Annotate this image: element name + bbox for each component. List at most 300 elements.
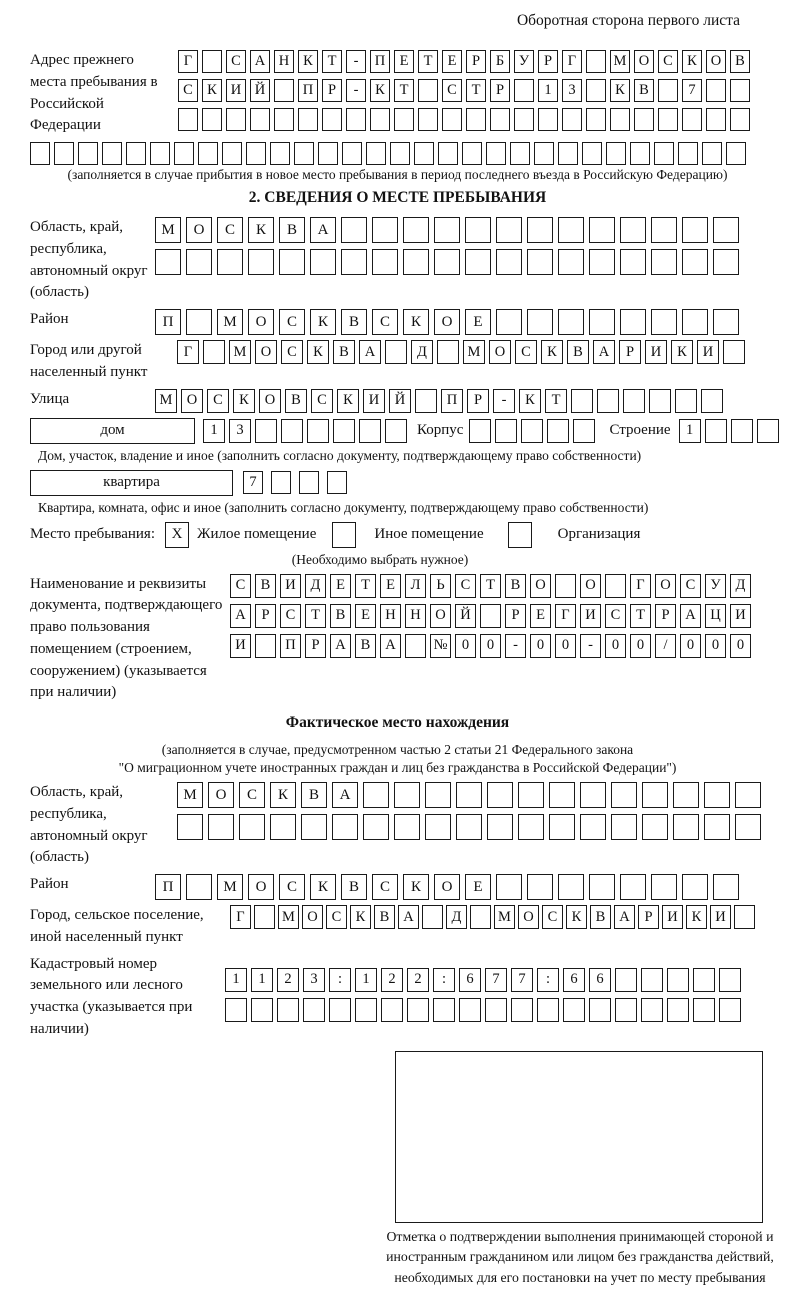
char-box: К: [610, 79, 630, 102]
char-box: [726, 142, 746, 165]
char-box: :: [433, 968, 455, 992]
char-box: 6: [563, 968, 585, 992]
char-box: [651, 249, 677, 275]
char-box: [54, 142, 74, 165]
dom-cells: [203, 419, 407, 443]
char-box: [322, 108, 342, 131]
char-box: О: [302, 905, 323, 929]
char-box: А: [330, 634, 351, 658]
char-box: В: [374, 905, 395, 929]
gorod-label: Город или другой населенный пункт: [30, 342, 148, 380]
char-box: [555, 574, 576, 598]
char-box: Е: [465, 874, 491, 900]
char-box: -: [505, 634, 526, 658]
char-box: С: [326, 905, 347, 929]
char-box: [255, 419, 277, 443]
char-box: К: [337, 389, 359, 413]
char-box: [434, 217, 460, 243]
page-header: Оборотная сторона первого листа: [516, 12, 740, 29]
fact-note-1: (заполняется в случае, предусмотренном частью 2 статьи 21 Федерального закона: [161, 742, 634, 757]
char-box: [620, 249, 646, 275]
char-box: [641, 998, 663, 1022]
char-box: [30, 142, 50, 165]
oblast-row-2: [155, 249, 739, 275]
char-box: С: [442, 79, 462, 102]
prev-address-field: [30, 50, 765, 137]
char-box: [734, 905, 755, 929]
kvartira-cells: [243, 471, 347, 494]
char-box: [333, 419, 355, 443]
char-box: Й: [250, 79, 270, 102]
char-box: [203, 340, 225, 364]
char-box: [126, 142, 146, 165]
doc-field: [30, 574, 765, 705]
char-box: С: [605, 604, 626, 628]
char-box: [425, 782, 451, 808]
char-box: [693, 998, 715, 1022]
char-box: [675, 389, 697, 413]
char-box: М: [278, 905, 299, 929]
char-box: [466, 108, 486, 131]
char-box: [563, 998, 585, 1022]
char-box: К: [310, 874, 336, 900]
char-box: [225, 998, 247, 1022]
char-box: С: [239, 782, 265, 808]
kadastr-label: Кадастровый номер земельного или лесного участка (указывается при наличии): [30, 955, 193, 1037]
char-box: И: [662, 905, 683, 929]
char-box: С: [279, 309, 305, 335]
char-box: [582, 142, 602, 165]
char-box: 1: [679, 419, 701, 443]
char-box: [414, 142, 434, 165]
char-box: Г: [562, 50, 582, 73]
char-box: С: [515, 340, 537, 364]
doc-label: Наименование и реквизиты документа, подтверждающего право пользования помещением (строением, сооружением) (указывается при наличии): [30, 575, 223, 701]
char-box: О: [530, 574, 551, 598]
char-box: [155, 249, 181, 275]
char-box: -: [493, 389, 515, 413]
fact-gorod-label: Город, сельское поселение, иной населенный пункт: [30, 907, 204, 945]
char-box: Й: [455, 604, 476, 628]
char-box: [682, 217, 708, 243]
raion-label: Район: [30, 311, 69, 327]
char-box: [704, 814, 730, 840]
char-box: [281, 419, 303, 443]
char-box: Д: [305, 574, 326, 598]
char-box: В: [301, 782, 327, 808]
char-box: [177, 814, 203, 840]
char-box: М: [610, 50, 630, 73]
char-box: [610, 108, 630, 131]
char-box: П: [155, 309, 181, 335]
char-box: [294, 142, 314, 165]
stamp-area: [395, 1051, 763, 1223]
char-box: Н: [380, 604, 401, 628]
char-box: 1: [538, 79, 558, 102]
char-box: [630, 142, 650, 165]
char-box: [527, 874, 553, 900]
char-box: П: [441, 389, 463, 413]
char-box: [250, 108, 270, 131]
char-box: К: [566, 905, 587, 929]
char-box: [706, 79, 726, 102]
char-box: И: [645, 340, 667, 364]
char-box: [580, 814, 606, 840]
char-box: [682, 249, 708, 275]
fact-raion-field: [30, 874, 765, 900]
char-box: У: [705, 574, 726, 598]
char-box: М: [155, 217, 181, 243]
char-box: [713, 249, 739, 275]
char-box: [271, 471, 291, 494]
char-box: А: [680, 604, 701, 628]
prev-address-row-2: [178, 79, 750, 102]
char-box: 6: [459, 968, 481, 992]
char-box: Д: [446, 905, 467, 929]
char-box: [537, 998, 559, 1022]
char-box: С: [217, 217, 243, 243]
char-box: [642, 782, 668, 808]
char-box: [310, 249, 336, 275]
fact-raion-row: [155, 874, 739, 900]
char-box: К: [403, 309, 429, 335]
char-box: -: [580, 634, 601, 658]
char-box: К: [307, 340, 329, 364]
char-box: [381, 998, 403, 1022]
char-box: [465, 217, 491, 243]
char-box: [651, 309, 677, 335]
char-box: [495, 419, 517, 443]
char-box: К: [202, 79, 222, 102]
raion-row: [155, 309, 739, 335]
kadastr-field: [30, 954, 765, 1041]
char-box: С: [281, 340, 303, 364]
char-box: Т: [322, 50, 342, 73]
char-box: [465, 249, 491, 275]
ulitsa-label: Улица: [30, 390, 70, 407]
char-box: [586, 108, 606, 131]
mesto-checkbox-inoe: [332, 522, 356, 548]
char-box: Е: [530, 604, 551, 628]
char-box: [456, 782, 482, 808]
char-box: [496, 309, 522, 335]
char-box: :: [329, 968, 351, 992]
mesto-label: Место пребывания:: [30, 526, 155, 542]
char-box: [438, 142, 458, 165]
kadastr-row-2: [225, 998, 741, 1022]
char-box: [496, 874, 522, 900]
char-box: [713, 309, 739, 335]
char-box: [606, 142, 626, 165]
char-box: [403, 217, 429, 243]
char-box: У: [514, 50, 534, 73]
char-box: [363, 814, 389, 840]
char-box: [558, 249, 584, 275]
char-box: О: [634, 50, 654, 73]
char-box: [549, 782, 575, 808]
char-box: [651, 217, 677, 243]
char-box: [719, 998, 741, 1022]
korpus-label: Корпус: [417, 422, 464, 438]
char-box: [251, 998, 273, 1022]
char-box: Т: [355, 574, 376, 598]
char-box: 7: [511, 968, 533, 992]
char-box: [605, 574, 626, 598]
kadastr-rows: [225, 968, 741, 1022]
char-box: [370, 108, 390, 131]
char-box: К: [350, 905, 371, 929]
char-box: [456, 814, 482, 840]
char-box: [470, 905, 491, 929]
char-box: [198, 142, 218, 165]
char-box: Р: [467, 389, 489, 413]
prev-address-label: Адрес прежнего места пребывания в Российской Федерации: [30, 52, 158, 134]
mesto-option-org-label: Организация: [557, 526, 641, 542]
char-box: [705, 419, 727, 443]
char-box: О: [580, 574, 601, 598]
doc-rows: [230, 574, 751, 658]
char-box: Р: [505, 604, 526, 628]
fact-oblast-rows: [177, 782, 761, 840]
char-box: [487, 782, 513, 808]
char-box: [706, 108, 726, 131]
char-box: О: [248, 309, 274, 335]
char-box: [274, 79, 294, 102]
char-box: [186, 874, 212, 900]
char-box: 2: [381, 968, 403, 992]
char-box: О: [259, 389, 281, 413]
char-box: [490, 108, 510, 131]
char-box: [514, 79, 534, 102]
char-box: С: [542, 905, 563, 929]
mesto-checkbox-org: [508, 522, 532, 548]
char-box: [518, 814, 544, 840]
char-box: И: [580, 604, 601, 628]
char-box: [651, 874, 677, 900]
char-box: М: [494, 905, 515, 929]
char-box: [620, 874, 646, 900]
char-box: [415, 389, 437, 413]
char-box: [534, 142, 554, 165]
char-box: Л: [405, 574, 426, 598]
char-box: [615, 998, 637, 1022]
char-box: [342, 142, 362, 165]
oblast-row-1: [155, 217, 739, 243]
char-box: [682, 108, 702, 131]
char-box: С: [279, 874, 305, 900]
fact-title: Фактическое место нахождения: [285, 714, 510, 731]
char-box: [730, 79, 750, 102]
char-box: В: [567, 340, 589, 364]
char-box: 2: [407, 968, 429, 992]
char-box: П: [298, 79, 318, 102]
char-box: О: [518, 905, 539, 929]
char-box: Т: [418, 50, 438, 73]
char-box: К: [682, 50, 702, 73]
char-box: [270, 814, 296, 840]
char-box: [757, 419, 779, 443]
char-box: [573, 419, 595, 443]
char-box: [418, 79, 438, 102]
char-box: [226, 108, 246, 131]
char-box: 2: [277, 968, 299, 992]
char-box: [202, 50, 222, 73]
dom-box: дом: [30, 418, 195, 444]
char-box: К: [370, 79, 390, 102]
char-box: [611, 814, 637, 840]
char-box: [327, 471, 347, 494]
char-box: К: [233, 389, 255, 413]
char-box: К: [403, 874, 429, 900]
char-box: К: [686, 905, 707, 929]
char-box: Т: [394, 79, 414, 102]
char-box: [589, 249, 615, 275]
char-box: С: [658, 50, 678, 73]
char-box: [332, 814, 358, 840]
char-box: [186, 309, 212, 335]
char-box: [385, 419, 407, 443]
char-box: /: [655, 634, 676, 658]
char-box: [405, 634, 426, 658]
char-box: [673, 782, 699, 808]
fact-raion-label: Район: [30, 876, 69, 892]
char-box: [527, 217, 553, 243]
char-box: [462, 142, 482, 165]
char-box: А: [359, 340, 381, 364]
char-box: [693, 968, 715, 992]
char-box: [433, 998, 455, 1022]
char-box: С: [280, 604, 301, 628]
char-box: О: [430, 604, 451, 628]
char-box: С: [372, 309, 398, 335]
char-box: А: [380, 634, 401, 658]
char-box: [667, 968, 689, 992]
char-box: [102, 142, 122, 165]
char-box: [597, 389, 619, 413]
char-box: Р: [255, 604, 276, 628]
char-box: В: [255, 574, 276, 598]
char-box: [518, 782, 544, 808]
char-box: М: [155, 389, 177, 413]
char-box: [403, 249, 429, 275]
char-box: Р: [490, 79, 510, 102]
char-box: [620, 217, 646, 243]
char-box: [174, 142, 194, 165]
char-box: [255, 634, 276, 658]
char-box: О: [255, 340, 277, 364]
char-box: [496, 249, 522, 275]
mesto-checkbox-zhiloe: X: [165, 522, 189, 548]
char-box: В: [333, 340, 355, 364]
char-box: [394, 814, 420, 840]
char-box: Г: [230, 905, 251, 929]
stroenie-label: Строение: [609, 422, 671, 438]
doc-row-1: [230, 574, 751, 598]
char-box: [303, 998, 325, 1022]
char-box: А: [593, 340, 615, 364]
char-box: [702, 142, 722, 165]
char-box: 1: [203, 419, 225, 443]
char-box: [611, 782, 637, 808]
oblast-label: Область, край, республика, автономный округ (область): [30, 219, 148, 301]
char-box: [682, 874, 708, 900]
char-box: [654, 142, 674, 165]
char-box: К: [270, 782, 296, 808]
char-box: В: [730, 50, 750, 73]
char-box: 0: [730, 634, 751, 658]
char-box: [301, 814, 327, 840]
char-box: О: [706, 50, 726, 73]
mesto-note: (Необходимо выбрать нужное): [291, 551, 469, 567]
char-box: [538, 108, 558, 131]
char-box: Е: [330, 574, 351, 598]
char-box: [274, 108, 294, 131]
char-box: А: [310, 217, 336, 243]
char-box: В: [355, 634, 376, 658]
char-box: [246, 142, 266, 165]
char-box: Р: [322, 79, 342, 102]
char-box: И: [697, 340, 719, 364]
char-box: [527, 309, 553, 335]
char-box: [425, 814, 451, 840]
char-box: [558, 217, 584, 243]
char-box: Г: [177, 340, 199, 364]
char-box: В: [590, 905, 611, 929]
char-box: [299, 471, 319, 494]
mesto-row: [30, 522, 765, 548]
char-box: О: [248, 874, 274, 900]
fact-gorod-row: [230, 905, 755, 929]
char-box: -: [346, 50, 366, 73]
char-box: [615, 968, 637, 992]
char-box: Т: [466, 79, 486, 102]
char-box: [202, 108, 222, 131]
char-box: В: [505, 574, 526, 598]
char-box: М: [177, 782, 203, 808]
dom-row: [30, 418, 765, 444]
char-box: [527, 249, 553, 275]
char-box: Р: [466, 50, 486, 73]
char-box: [547, 419, 569, 443]
char-box: [239, 814, 265, 840]
char-box: [372, 217, 398, 243]
char-box: [217, 249, 243, 275]
stamp-note: Отметка о подтверждении выполнения принимающей стороной и иностранным гражданином или лицом без гражданства действий, необходимых для его постановки на учет по месту пребывания: [386, 1228, 774, 1285]
char-box: 3: [562, 79, 582, 102]
fact-oblast-row-1: [177, 782, 761, 808]
char-box: [678, 142, 698, 165]
char-box: [730, 108, 750, 131]
char-box: [407, 998, 429, 1022]
char-box: [279, 249, 305, 275]
char-box: С: [311, 389, 333, 413]
char-box: В: [285, 389, 307, 413]
char-box: А: [614, 905, 635, 929]
char-box: П: [155, 874, 181, 900]
fact-note-2: "О миграционном учете иностранных граждан и лиц без гражданства в Российской Федерации"): [118, 760, 677, 775]
char-box: [589, 998, 611, 1022]
char-box: [649, 389, 671, 413]
dom-note: Дом, участок, владение и иное (заполнить согласно документу, подтверждающему право собственности): [38, 447, 642, 463]
char-box: Т: [480, 574, 501, 598]
char-box: Д: [730, 574, 751, 598]
char-box: С: [178, 79, 198, 102]
char-box: М: [463, 340, 485, 364]
char-box: А: [398, 905, 419, 929]
prev-address-row-4: [30, 142, 765, 165]
char-box: Т: [545, 389, 567, 413]
char-box: С: [226, 50, 246, 73]
